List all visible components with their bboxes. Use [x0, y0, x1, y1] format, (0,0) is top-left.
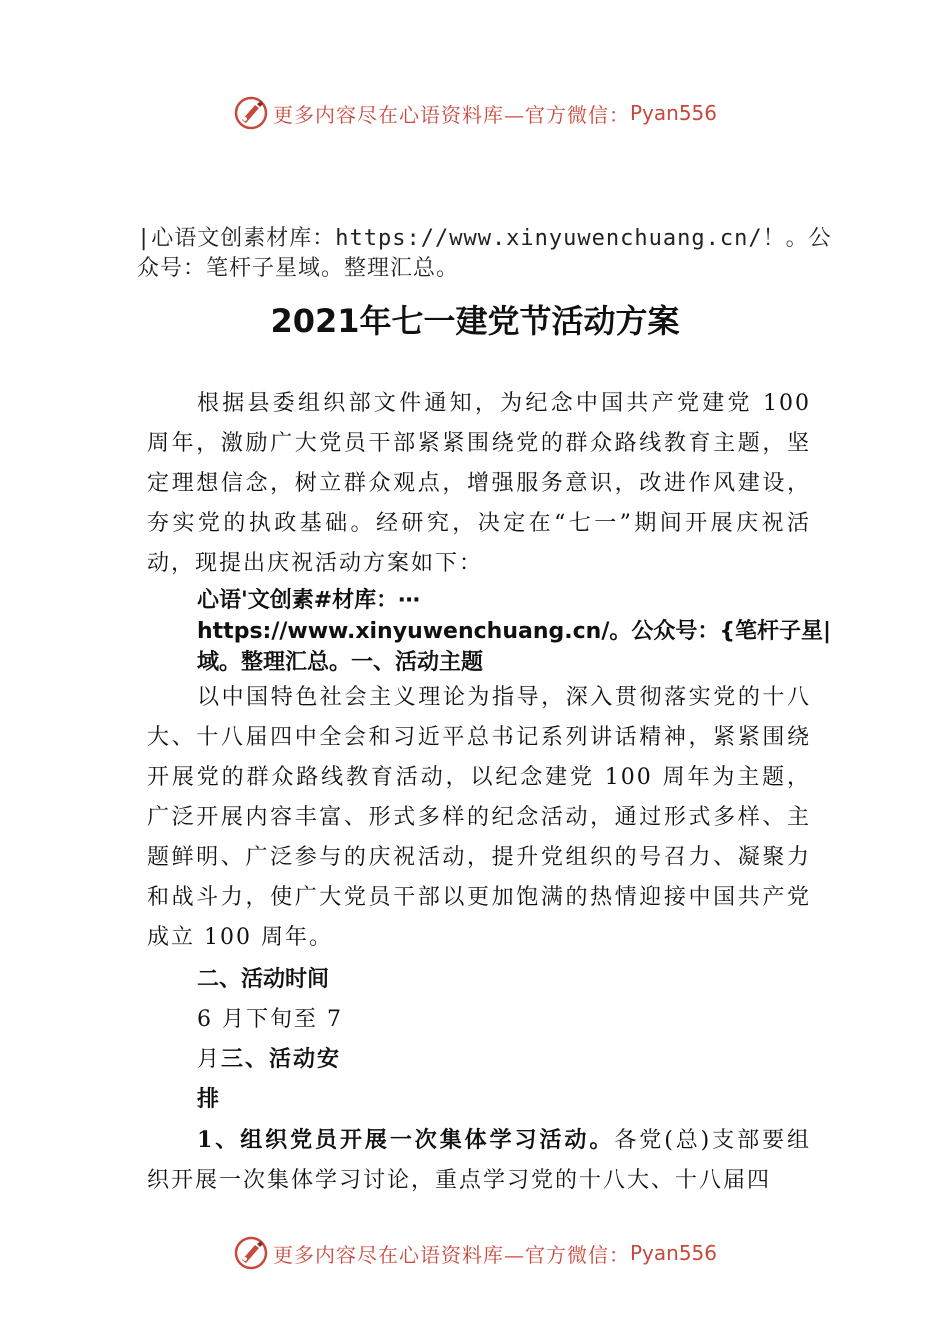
item1-paragraph [147, 1120, 811, 1201]
banner-wechat-id: Pyan556 [629, 101, 717, 125]
footer-banner [0, 1233, 950, 1273]
section2-line1: 6 月下旬至 7 [197, 1007, 343, 1032]
page-title: 2021年七一建党节活动方案 [270, 302, 680, 340]
source-note: |心语文创素材库：https://www.xinyuwenchuang.cn/！。公众号：笔杆子星域。整理汇总。 [137, 226, 832, 281]
section3-heading-part1: 三、活动安 [221, 1047, 342, 1072]
watermark-heading: 心语'文创素#材库：⋯https://www.xinyuwenchuang.cn/。公众号：{笔杆子星|域。整理汇总。一、活动主题 [197, 588, 832, 675]
pen-seal-logo-icon [233, 1235, 269, 1271]
header-banner [0, 93, 950, 133]
pen-seal-logo-icon [233, 95, 269, 131]
section2-line2 [197, 1040, 811, 1080]
section2-line2-prefix: 月 [197, 1047, 222, 1072]
item1-text: 各党(总)支部要组织开展一次集体学习讨论，重点学习党的十八大、十八届四 [147, 1128, 812, 1193]
footer-banner-text: 更多内容尽在心语资料库—官方微信： [272, 1242, 630, 1267]
document-body [147, 384, 832, 1201]
section3-heading-part2: 排 [197, 1087, 222, 1112]
theme-paragraph: 以中国特色社会主义理论为指导，深入贯彻落实党的十八大、十八届四中全会和习近平总书记系列讲话精神，紧紧围绕开展党的群众路线教育活动，以纪念建党 100 周年为主题，广泛开展内容丰富、形式多样的纪念活动，通过形式多样、主题鲜明、广泛参与的庆祝活动，提升党组织的号召力、凝聚力和战斗力，使广大党员干部以更加饱满的热情迎接中国共产党成立 100 周年。 [147, 685, 811, 950]
item1-bold: 1、组织党员开展一次集体学习活动。 [197, 1127, 615, 1153]
footer-wechat-id: Pyan556 [629, 1241, 717, 1265]
banner-text: 更多内容尽在心语资料库—官方微信： [272, 102, 630, 127]
section2-heading: 二、活动时间 [197, 967, 330, 992]
intro-paragraph: 根据县委组织部文件通知，为纪念中国共产党建党 100 周年，激励广大党员干部紧紧围绕党的群众路线教育主题，坚定理想信念，树立群众观点，增强服务意识，改进作风建设，夯实党的执政基础。经研究，决定在“七一”期间开展庆祝活动，现提出庆祝活动方案如下： [147, 391, 811, 576]
